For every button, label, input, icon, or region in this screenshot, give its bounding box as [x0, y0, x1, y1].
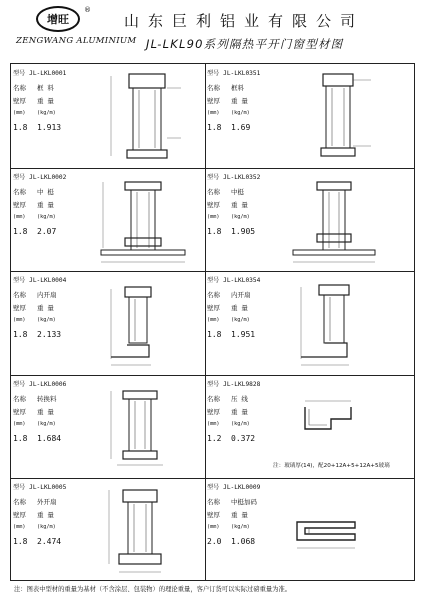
profile-name: 框 料	[37, 84, 54, 92]
value-row	[13, 537, 79, 546]
thickness-unit: (mm)	[207, 524, 220, 531]
weight-value: 2.07	[37, 226, 57, 236]
profile-model: 型号 JL-LKL0009	[207, 484, 261, 492]
profile-name: 内开扇	[231, 291, 251, 300]
thickness-label: 壁厚	[207, 97, 220, 105]
name-label: 名称	[207, 84, 220, 92]
profile-name: 中梃加码	[231, 498, 257, 507]
profile-card	[11, 64, 205, 168]
profile-model: 型号 JL-LKL0001	[13, 70, 67, 77]
profile-card	[205, 478, 399, 582]
profile-card	[205, 375, 399, 479]
weight-unit: (kg/m)	[231, 213, 250, 220]
document-title: JL-LKL90系列隔热平开门窗型材图	[146, 37, 344, 51]
company-logo	[16, 6, 137, 52]
spec-header	[207, 201, 273, 209]
spec-header	[207, 511, 273, 519]
value-row	[207, 537, 273, 546]
thickness-value: 1.8	[13, 123, 28, 132]
spec-header	[207, 97, 273, 105]
weight-label: 重 量	[231, 407, 248, 416]
profile-spec	[13, 68, 79, 132]
weight-unit: (kg/m)	[231, 317, 250, 324]
profile-card	[11, 168, 205, 272]
value-row	[207, 227, 273, 236]
name-row	[207, 188, 273, 196]
profile-model: 型号 JL-LKL0354	[207, 277, 261, 285]
profile-section-svg	[81, 68, 201, 164]
thickness-value: 2.0	[207, 537, 222, 547]
thickness-unit: (mm)	[207, 110, 220, 116]
weight-label: 重 量	[231, 97, 248, 105]
profile-card	[205, 64, 399, 168]
profile-model: 型号 JL-LKL0002	[13, 173, 67, 181]
thickness-label: 壁厚	[207, 200, 220, 209]
company-name: 山东巨利铝业有限公司	[124, 12, 365, 30]
brand-english-name: ZENGWANG ALUMINIUM	[16, 36, 137, 46]
weight-unit: (kg/m)	[37, 213, 56, 220]
profile-spec	[13, 482, 79, 546]
spec-header	[207, 408, 273, 416]
name-label: 名称	[207, 187, 220, 196]
profile-drawing	[81, 482, 201, 578]
spec-header	[13, 408, 79, 416]
weight-unit: (kg/m)	[37, 524, 56, 531]
profile-name: 转换料	[37, 394, 57, 403]
weight-value: 2.133	[37, 330, 62, 340]
profile-name: 压 线	[231, 394, 248, 403]
thickness-unit: (mm)	[13, 213, 26, 220]
value-row	[207, 434, 273, 443]
thickness-value: 1.8	[207, 330, 222, 340]
spec-header	[13, 201, 79, 209]
thickness-label: 壁厚	[207, 407, 220, 416]
unit-row	[13, 421, 79, 427]
profile-name: 中梃	[231, 187, 244, 196]
name-row	[207, 84, 273, 92]
profile-section-svg	[275, 172, 395, 268]
profile-spec	[207, 379, 273, 443]
profile-section-svg	[81, 379, 201, 475]
unit-row	[13, 214, 79, 220]
name-row	[207, 291, 273, 299]
weight-label: 重 量	[37, 304, 54, 313]
profile-section-svg	[275, 275, 395, 371]
value-row	[207, 330, 273, 339]
profile-name: 外开扇	[37, 498, 57, 507]
weight-unit: (kg/m)	[231, 524, 250, 531]
page-header	[0, 0, 424, 56]
weight-value: 2.474	[37, 537, 62, 547]
profile-drawing	[81, 275, 201, 371]
weight-label: 重 量	[231, 511, 248, 520]
weight-unit: (kg/m)	[231, 110, 250, 116]
profile-card	[205, 271, 399, 375]
thickness-value: 1.8	[13, 537, 28, 547]
thickness-label: 壁厚	[13, 407, 26, 416]
unit-row	[13, 317, 79, 323]
profile-section-svg	[81, 482, 201, 578]
profile-drawing	[81, 172, 201, 268]
thickness-unit: (mm)	[13, 524, 26, 531]
thickness-label: 壁厚	[207, 304, 220, 313]
weight-label: 重 量	[231, 304, 248, 313]
logo-emblem	[36, 6, 80, 32]
thickness-value: 1.8	[13, 433, 28, 443]
profile-spec	[13, 379, 79, 443]
spec-header	[13, 511, 79, 519]
spec-header	[13, 304, 79, 312]
thickness-label: 壁厚	[13, 304, 26, 313]
name-label: 名称	[207, 291, 220, 300]
profile-card	[11, 375, 205, 479]
profile-spec	[207, 482, 273, 546]
profile-section-svg	[81, 172, 201, 268]
name-row	[13, 291, 79, 299]
name-row	[13, 84, 79, 92]
value-row	[207, 123, 273, 132]
glazing-note: 注：玻璃厚(14)，配20+12A+5+12A+5玻璃	[273, 462, 390, 469]
value-row	[13, 227, 79, 236]
value-row	[13, 330, 79, 339]
profile-model: 型号 JL-LKL0352	[207, 173, 261, 181]
logo-text: 增旺	[47, 13, 69, 26]
profile-card	[205, 168, 399, 272]
profile-model: 型号 JL-LKL0006	[13, 380, 67, 388]
weight-unit: (kg/m)	[37, 317, 56, 324]
thickness-label: 壁厚	[207, 511, 220, 520]
profile-spec	[207, 172, 273, 236]
profile-section-svg	[275, 68, 395, 164]
weight-value: 1.068	[231, 537, 256, 547]
thickness-label: 壁厚	[13, 200, 26, 209]
thickness-value: 1.8	[13, 226, 28, 236]
profile-section-svg	[81, 275, 201, 371]
profile-drawing	[275, 172, 395, 268]
weight-value: 1.684	[37, 433, 62, 443]
unit-row	[207, 421, 273, 427]
profile-card	[11, 478, 205, 582]
unit-row	[207, 317, 273, 323]
profile-card	[11, 271, 205, 375]
weight-unit: (kg/m)	[37, 110, 56, 116]
weight-label: 重 量	[37, 97, 54, 105]
weight-label: 重 量	[37, 407, 54, 416]
unit-row	[207, 110, 273, 116]
name-label: 名称	[207, 498, 220, 507]
weight-value: 1.913	[37, 123, 62, 132]
name-row	[207, 498, 273, 506]
name-label: 名称	[207, 394, 220, 403]
weight-unit: (kg/m)	[37, 420, 56, 427]
thickness-label: 壁厚	[13, 97, 26, 105]
name-row	[13, 498, 79, 506]
thickness-unit: (mm)	[13, 110, 26, 116]
name-row	[13, 188, 79, 196]
thickness-unit: (mm)	[13, 420, 26, 427]
profile-model: 型号 JL-LKL9828	[207, 380, 261, 388]
profile-section-svg	[275, 482, 395, 578]
value-row	[13, 123, 79, 132]
name-label: 名称	[13, 187, 26, 196]
profile-name: 框料	[231, 84, 244, 92]
spec-header	[207, 304, 273, 312]
profile-name: 内开扇	[37, 291, 57, 300]
profile-model: 型号 JL-LKL0005	[13, 484, 67, 492]
name-label: 名称	[13, 394, 26, 403]
weight-unit: (kg/m)	[231, 420, 250, 427]
weight-value: 0.372	[231, 433, 256, 443]
unit-row	[13, 110, 79, 116]
profile-drawing	[275, 482, 395, 578]
registered-mark: ®	[84, 6, 91, 14]
weight-value: 1.69	[231, 123, 251, 132]
thickness-unit: (mm)	[13, 317, 26, 324]
profile-spec	[13, 275, 79, 339]
thickness-value: 1.2	[207, 433, 222, 443]
name-label: 名称	[13, 84, 26, 92]
weight-label: 重 量	[231, 200, 248, 209]
profile-name: 中 梃	[37, 187, 54, 196]
name-label: 名称	[13, 498, 26, 507]
value-row	[13, 434, 79, 443]
thickness-unit: (mm)	[207, 317, 220, 324]
weight-label: 重 量	[37, 511, 54, 520]
unit-row	[207, 524, 273, 530]
profile-spec	[13, 172, 79, 236]
profile-model: 型号 JL-LKL0351	[207, 70, 261, 77]
thickness-label: 壁厚	[13, 511, 26, 520]
weight-value: 1.905	[231, 226, 256, 236]
unit-row	[207, 214, 273, 220]
thickness-unit: (mm)	[207, 420, 220, 427]
name-row	[13, 395, 79, 403]
thickness-value: 1.8	[13, 330, 28, 340]
footer-note: 注：图表中型材的重量为基材（不含涂层、包装物）的理论重量，客户订货可以实际过磅重量为准。	[14, 586, 292, 593]
weight-label: 重 量	[37, 200, 54, 209]
profile-drawing	[275, 275, 395, 371]
unit-row	[13, 524, 79, 530]
profile-model: 型号 JL-LKL0004	[13, 277, 67, 285]
spec-header	[13, 97, 79, 105]
thickness-unit: (mm)	[207, 213, 220, 220]
name-label: 名称	[13, 291, 26, 300]
profile-drawing	[81, 379, 201, 475]
profile-drawing	[275, 68, 395, 164]
thickness-value: 1.8	[207, 123, 222, 132]
thickness-value: 1.8	[207, 226, 222, 236]
profile-spec	[207, 68, 273, 132]
profile-drawing	[81, 68, 201, 164]
name-row	[207, 395, 273, 403]
profile-spec	[207, 275, 273, 339]
weight-value: 1.951	[231, 330, 256, 340]
